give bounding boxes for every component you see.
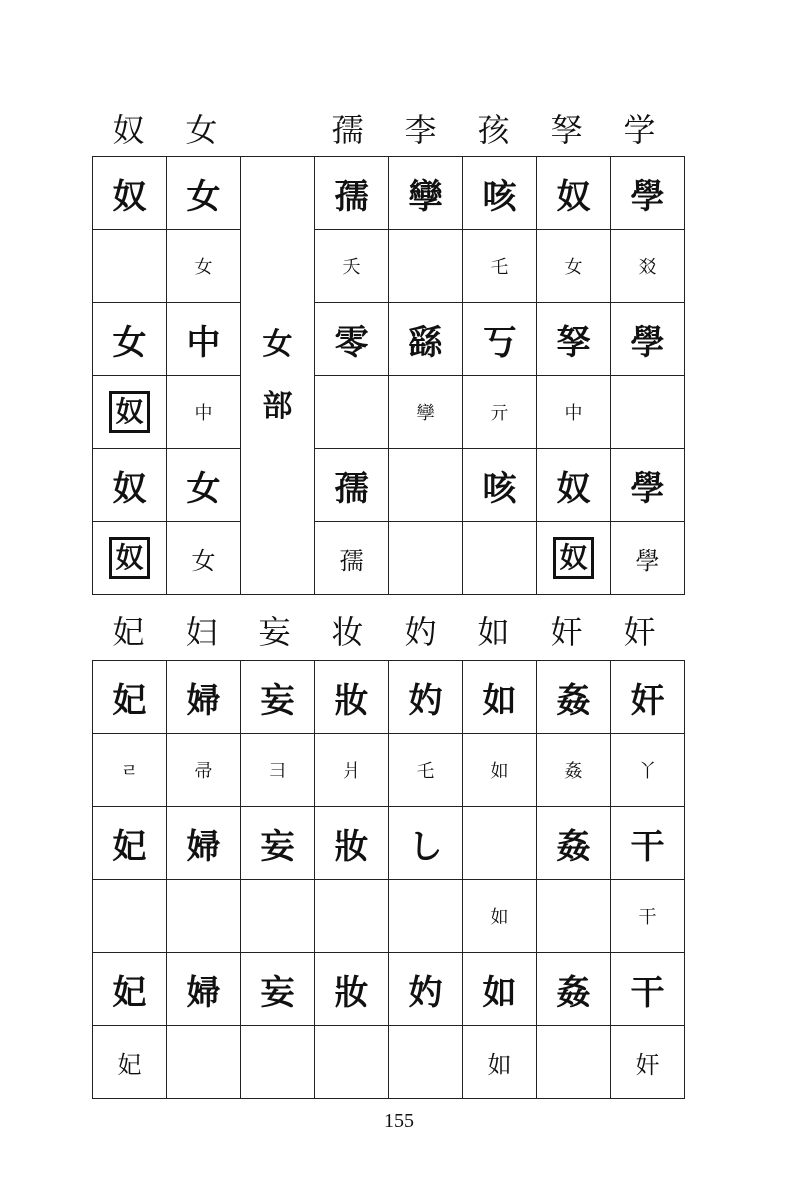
script-glyph: 妄 [260,680,295,721]
script-glyph: 學 [630,468,665,509]
glyph-cell [389,953,463,1026]
script-glyph: 妄 [260,826,295,867]
glyph-cell [93,376,167,449]
glyph-cell [167,522,241,595]
glyph-cell [93,522,167,595]
glyph-cell [93,880,167,953]
script-glyph: 彐 [268,761,287,782]
glyph-cell [389,734,463,807]
radical-label-char: 女 [262,326,293,362]
column-header: 女 [185,111,218,149]
script-glyph: 中 [186,322,221,363]
glyph-cell [537,376,611,449]
glyph-cell [389,230,463,303]
glyph-cell [389,157,463,230]
column-header: 李 [404,111,437,149]
glyph-cell [463,661,537,734]
script-glyph: 帚 [194,761,213,782]
glyph-cell [389,522,463,595]
script-glyph: 姦 [556,826,591,867]
table-row [93,303,685,376]
column-header: 奸 [550,613,583,651]
script-glyph: 學 [635,546,660,575]
column-header [238,110,311,150]
script-glyph: 夭 [342,257,361,278]
glyph-cell [167,880,241,953]
script-glyph: 妄 [260,972,295,1013]
glyph-cell [389,880,463,953]
glyph-cell [611,807,685,880]
script-glyph: 如 [482,680,517,721]
glyph-cell [315,1026,389,1099]
glyph-cell [463,734,537,807]
glyph-cell [537,157,611,230]
script-glyph: 零 [334,322,369,363]
glyph-cell [537,449,611,522]
table-row [93,376,685,449]
glyph-cell [315,522,389,595]
script-glyph: 干 [630,826,665,867]
glyph-cell [537,303,611,376]
script-glyph: 妁 [408,680,443,721]
glyph-cell [315,230,389,303]
script-glyph: 奴 [112,176,147,217]
glyph-cell [611,230,685,303]
glyph-cell [463,522,537,595]
column-header: 妇 [185,613,218,651]
glyph-cell [611,953,685,1026]
glyph-cell [463,230,537,303]
script-glyph: し [408,826,443,867]
glyph-cell [93,1026,167,1099]
glyph-cell [611,522,685,595]
script-glyph: 咳 [482,468,517,509]
glyph-cell [315,661,389,734]
glyph-cell [315,376,389,449]
table-row [93,953,685,1026]
script-glyph: 如 [490,907,509,928]
top-character-table [92,156,685,595]
table-row [93,807,685,880]
script-glyph: 學 [630,322,665,363]
glyph-cell [389,303,463,376]
script-glyph: 亓 [490,403,509,424]
script-glyph: 丫 [638,761,657,782]
script-glyph: 乇 [490,257,509,278]
table-row [93,661,685,734]
script-glyph: 干 [638,907,657,928]
script-glyph: 乇 [416,761,435,782]
glyph-cell [315,303,389,376]
glyph-cell [537,661,611,734]
table-row [93,522,685,595]
glyph-cell [537,734,611,807]
glyph-cell [241,880,315,953]
glyph-cell [389,1026,463,1099]
table-row [93,1026,685,1099]
glyph-cell [315,734,389,807]
glyph-cell [167,734,241,807]
glyph-cell [93,303,167,376]
column-header: 奴 [112,111,145,149]
table-row [93,734,685,807]
seal-glyph: 奴 [553,537,593,579]
glyph-cell [537,807,611,880]
column-header: 奸 [623,613,656,651]
glyph-cell [167,376,241,449]
glyph-cell [611,734,685,807]
glyph-cell [167,230,241,303]
glyph-cell [463,303,537,376]
script-glyph: 中 [564,403,583,424]
glyph-cell [315,807,389,880]
script-glyph: 妃 [112,680,147,721]
table-row [93,157,685,230]
script-glyph: 奴 [112,468,147,509]
script-glyph: 孺 [334,468,369,509]
script-glyph: 妃 [112,972,147,1013]
glyph-cell [537,522,611,595]
glyph-cell [93,230,167,303]
glyph-cell [167,953,241,1026]
glyph-cell [463,880,537,953]
script-glyph: 奸 [630,680,665,721]
glyph-cell [537,880,611,953]
glyph-cell [167,807,241,880]
script-glyph: 如 [490,761,509,782]
script-glyph: 妝 [334,680,369,721]
script-glyph: 女 [112,322,147,363]
glyph-cell [315,157,389,230]
glyph-cell [463,157,537,230]
glyph-cell [537,953,611,1026]
script-glyph: 學 [630,176,665,217]
script-glyph: 丂 [482,322,517,363]
glyph-cell [611,157,685,230]
glyph-cell [463,376,537,449]
radical-label-cell [241,157,315,595]
glyph-cell [93,157,167,230]
glyph-cell [389,376,463,449]
script-glyph: 爿 [342,761,361,782]
glyph-cell [463,449,537,522]
script-glyph: 中 [194,403,213,424]
glyph-cell [167,1026,241,1099]
bottom-table-headers [92,612,676,652]
seal-glyph: 奴 [109,537,149,579]
column-header: 妄 [258,613,291,651]
top-table-headers [92,110,676,150]
glyph-cell [93,807,167,880]
glyph-cell [315,953,389,1026]
table-row [93,230,685,303]
glyph-cell [611,303,685,376]
glyph-cell [241,734,315,807]
script-glyph: 婦 [186,680,221,721]
glyph-cell [167,157,241,230]
script-glyph: 如 [487,1050,512,1079]
seal-glyph: 奴 [109,391,149,433]
script-glyph: 孺 [339,546,364,575]
script-glyph: 奸 [635,1050,660,1079]
glyph-cell [463,1026,537,1099]
script-glyph: 婦 [186,972,221,1013]
glyph-cell [241,1026,315,1099]
script-glyph: 姦 [564,761,583,782]
glyph-cell [611,1026,685,1099]
script-glyph: 女 [186,468,221,509]
glyph-cell [389,661,463,734]
column-header: 孩 [477,111,510,149]
glyph-cell [241,953,315,1026]
script-glyph: ㄹ [120,761,139,782]
script-glyph: 孿 [416,403,435,424]
table-row [93,880,685,953]
column-header: 孥 [550,111,583,149]
table-row [93,449,685,522]
glyph-cell [93,661,167,734]
script-glyph: 女 [186,176,221,217]
column-header: 孺 [331,111,364,149]
page-number: 155 [384,1110,414,1132]
script-glyph: 女 [564,257,583,278]
script-glyph: 妁 [408,972,443,1013]
glyph-cell [167,449,241,522]
script-glyph: 干 [630,972,665,1013]
column-header: 妆 [331,613,364,651]
column-header: 如 [477,613,510,651]
glyph-cell [315,880,389,953]
script-glyph: 女 [194,257,213,278]
script-glyph: 孥 [556,322,591,363]
script-glyph: 孿 [408,176,443,217]
script-glyph: 奴 [556,176,591,217]
glyph-cell [611,376,685,449]
glyph-cell [241,807,315,880]
glyph-cell [389,449,463,522]
radical-label-char: 部 [262,388,293,424]
script-glyph: 婦 [186,826,221,867]
column-header: 学 [623,111,656,149]
glyph-cell [167,303,241,376]
glyph-cell [611,661,685,734]
column-header: 妁 [404,613,437,651]
script-glyph: 姦 [556,680,591,721]
script-glyph: 妝 [334,826,369,867]
script-glyph: 如 [482,972,517,1013]
script-glyph: 孺 [334,176,369,217]
glyph-cell [611,449,685,522]
script-glyph: 奴 [556,468,591,509]
script-glyph: 妃 [112,826,147,867]
glyph-cell [241,661,315,734]
script-glyph: 姦 [556,972,591,1013]
glyph-cell [537,230,611,303]
glyph-cell [463,807,537,880]
script-glyph: 咳 [482,176,517,217]
glyph-cell [389,807,463,880]
glyph-cell [315,449,389,522]
column-header: 妃 [112,613,145,651]
script-glyph: 女 [191,546,216,575]
glyph-cell [611,880,685,953]
glyph-cell [93,449,167,522]
glyph-cell [463,953,537,1026]
glyph-cell [93,734,167,807]
script-glyph: 妝 [334,972,369,1013]
script-glyph: 妃 [117,1050,142,1079]
script-glyph: 㸚 [638,257,657,278]
glyph-cell [167,661,241,734]
script-glyph: 繇 [408,322,443,363]
bottom-character-table [92,660,685,1099]
glyph-cell [537,1026,611,1099]
glyph-cell [93,953,167,1026]
